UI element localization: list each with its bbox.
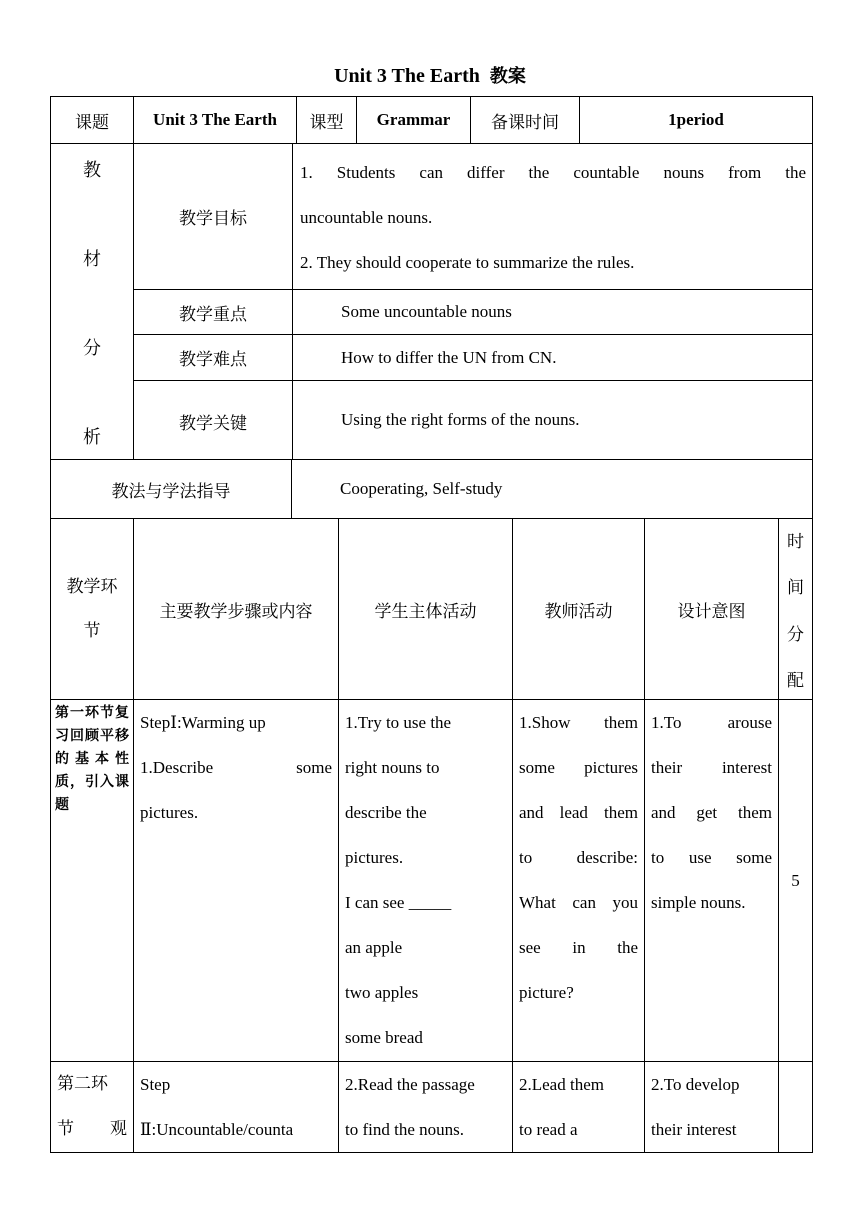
row2-steps	[133, 1061, 339, 1153]
row1-steps-line-3: pictures.	[140, 803, 199, 822]
row1-steps-line-2: 1.Describe some	[140, 758, 332, 777]
row2-stage	[50, 1061, 134, 1153]
col-time-char-3: 分	[787, 624, 804, 645]
row2-student	[338, 1061, 513, 1153]
row2-intent-line-2: their interest	[651, 1120, 737, 1139]
method-value: Cooperating, Self-study	[291, 459, 813, 519]
row1-student-line-8: some bread	[345, 1028, 423, 1047]
row2-intent	[644, 1061, 779, 1153]
row1-teacher-line-1: 1.Show them	[519, 713, 638, 732]
row1-intent-line-1: 1.To arouse	[651, 713, 772, 732]
row1-teacher-line-7: picture?	[519, 983, 574, 1002]
row1-teacher-line-4: to describe:	[519, 848, 638, 867]
col-intent-header: 设计意图	[644, 518, 779, 700]
type-value: Grammar	[356, 96, 471, 144]
objective-label: 教学目标	[133, 143, 293, 290]
col-stage-header	[50, 518, 134, 700]
row1-stage: 第一环节复习回顾平移的基本性质，引入课题	[50, 699, 134, 1062]
col-time-char-4: 配	[787, 670, 804, 691]
row1-student-line-3: describe the	[345, 803, 427, 822]
row1-student-line-2: right nouns to	[345, 758, 440, 777]
objective-line-2: uncountable nouns.	[300, 208, 433, 227]
row2-teacher	[512, 1061, 645, 1153]
row1-intent-line-5: simple nouns.	[651, 893, 746, 912]
analysis-char-2: 材	[83, 249, 101, 270]
method-label: 教法与学法指导	[50, 459, 292, 519]
crux-value: Using the right forms of the nouns.	[292, 380, 813, 460]
col-time-header	[778, 518, 813, 700]
row2-teacher-line-1: 2.Lead them	[519, 1075, 604, 1094]
key-value: Some uncountable nouns	[292, 289, 813, 335]
analysis-char-4: 析	[83, 427, 101, 448]
row1-steps	[133, 699, 339, 1062]
col-steps-header: 主要教学步骤或内容	[133, 518, 339, 700]
row1-teacher-line-3: and lead them	[519, 803, 638, 822]
row1-intent-line-2: their interest	[651, 758, 772, 777]
row1-teacher	[512, 699, 645, 1062]
row2-stage-line-1: 第二环	[57, 1074, 108, 1094]
type-label: 课型	[296, 96, 357, 144]
col-time-char-2: 间	[787, 578, 804, 599]
row1-student-line-6: an apple	[345, 938, 403, 957]
topic-label: 课题	[50, 96, 134, 144]
row1-teacher-line-5: What can you	[519, 893, 638, 912]
row1-time: 5	[778, 699, 813, 1062]
col-teacher-header: 教师活动	[512, 518, 645, 700]
row1-student-line-5: I can see _____	[345, 893, 452, 912]
row1-intent	[644, 699, 779, 1062]
col-stage-line-2: 节	[83, 621, 101, 641]
row2-steps-line-2: Ⅱ:Uncountable/counta	[140, 1120, 294, 1139]
row1-student-line-4: pictures.	[345, 848, 404, 867]
row1-teacher-line-6: see in the	[519, 938, 638, 957]
difficulty-label: 教学难点	[133, 334, 293, 381]
objective-content	[292, 143, 813, 290]
row1-teacher-line-2: some pictures	[519, 758, 638, 777]
col-time-char-1: 时	[787, 532, 804, 552]
row1-student	[338, 699, 513, 1062]
prep-value: 1period	[579, 96, 813, 144]
row1-student-line-7: two apples	[345, 983, 419, 1002]
title-en: Unit 3 The Earth	[334, 65, 480, 87]
objective-line-1: 1. Students can differ the countable nouns from the	[300, 163, 806, 182]
key-label: 教学重点	[133, 289, 293, 335]
row2-student-line-2: to find the nouns.	[345, 1120, 464, 1139]
lesson-plan-table	[51, 97, 814, 1154]
crux-label: 教学关键	[133, 380, 293, 460]
prep-label: 备课时间	[470, 96, 580, 144]
row2-time	[778, 1061, 813, 1153]
topic-value: Unit 3 The Earth	[133, 96, 297, 144]
row2-student-line-1: 2.Read the passage	[345, 1075, 475, 1094]
difficulty-value: How to differ the UN from CN.	[292, 334, 813, 381]
col-stage-line-1: 教学环	[66, 577, 118, 597]
page-title	[0, 62, 860, 88]
row2-intent-line-1: 2.To develop	[651, 1075, 740, 1094]
analysis-section-label	[50, 143, 134, 460]
row2-teacher-line-2: to read a	[519, 1120, 578, 1139]
row2-steps-line-1: Step	[140, 1075, 171, 1094]
row1-intent-line-4: to use some	[651, 848, 772, 867]
row1-student-line-1: 1.Try to use the	[345, 713, 452, 732]
title-zh: 教案	[489, 66, 526, 87]
analysis-char-3: 分	[83, 338, 101, 359]
objective-line-3: 2. They should cooperate to summarize the rules.	[300, 253, 635, 272]
analysis-char-1: 教	[83, 160, 101, 181]
col-student-header: 学生主体活动	[338, 518, 513, 700]
row1-intent-line-3: and get them	[651, 803, 772, 822]
row2-stage-line-2: 节 观	[57, 1119, 127, 1139]
row1-steps-line-1: StepⅠ:Warming up	[140, 713, 266, 732]
